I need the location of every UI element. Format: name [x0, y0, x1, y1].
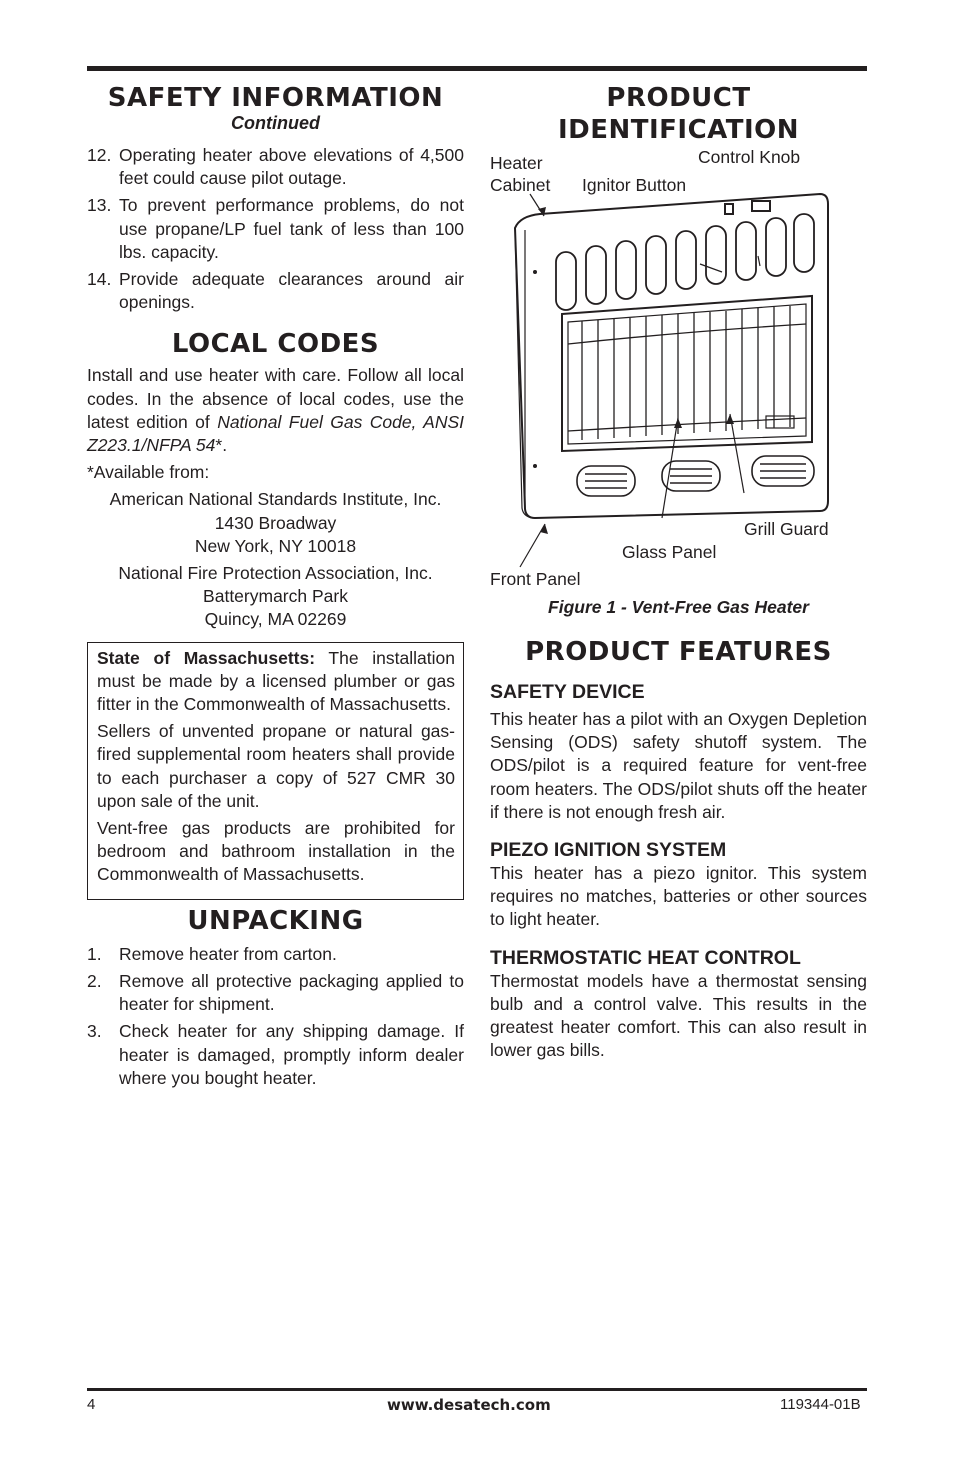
- unpacking-title: UNPACKING: [187, 905, 364, 936]
- glass-panel-label: Glass Panel: [622, 542, 717, 562]
- safety-info-title: SAFETY INFORMATION: [107, 83, 444, 113]
- list-item: 2. Remove all protective packaging applied to heater for shipment.: [87, 970, 464, 1015]
- unpacking-list: [87, 943, 464, 1090]
- heater-cabinet-label: Heater Cabinet: [490, 153, 551, 195]
- safety-device-text: This heater has a pilot with an Oxygen Depletion Sensing (ODS) safety shutoff system. The ODS/pilot is a required feature for vent-free room heaters. The ODS/pilot shuts off the heater if there is not enough fresh air.: [490, 709, 867, 822]
- massachusetts-p1: State of Massachusetts: The installation must be made by a licensed plumber or gas fitter in the Commonwealth of Massachusetts.: [97, 647, 455, 715]
- piezo-ignition-heading: PIEZO IGNITION SYSTEM: [490, 839, 727, 862]
- list-item: 13. To prevent performance problems, do not use propane/LP fuel tank of less than 100 lbs. capacity.: [87, 195, 464, 262]
- website-link[interactable]: www.desatech.com: [387, 1396, 551, 1414]
- safety-list: [87, 144, 464, 314]
- left-column: [87, 71, 464, 1094]
- ignitor-button-label: Ignitor Button: [582, 175, 687, 195]
- available-from: *Available from:: [87, 462, 210, 483]
- figure-caption: Figure 1 - Vent-Free Gas Heater: [548, 597, 809, 617]
- right-column: [490, 71, 867, 1062]
- grill-guard-label: Grill Guard: [744, 519, 829, 539]
- massachusetts-p3: Vent-free gas products are prohibited for bedroom and bathroom installation in the Commonwealth of Massachusetts.: [97, 818, 455, 885]
- local-codes-title: LOCAL CODES: [171, 329, 380, 360]
- list-item: 3. Check heater for any shipping damage. If heater is damaged, promptly inform dealer where you bought heater.: [87, 1021, 464, 1088]
- product-features-title: PRODUCT FEATURES: [525, 637, 832, 667]
- address-ansi: American National Standards Institute, Inc. 1430 Broadway New York, NY 10018: [109, 489, 442, 556]
- massachusetts-p2: Sellers of unvented propane or natural gas-fired supplemental room heaters shall provide to each purchaser a copy of 527 CMR 30 upon sale of the unit.: [97, 721, 455, 811]
- product-identification-title: PRODUCT IDENTIFICATION: [557, 83, 800, 145]
- page-number: 4: [87, 1396, 96, 1413]
- safety-device-heading: SAFETY DEVICE: [490, 681, 645, 703]
- heater-figure: [490, 146, 867, 596]
- list-item: 14. Provide adequate clearances around air openings.: [87, 269, 464, 313]
- local-codes-paragraph: Install and use heater with care. Follow all local codes. In the absence of local codes, use the latest edition of National Fuel Gas Code, ANSI Z223.1/NFPA 54*.: [87, 365, 465, 456]
- bottom-rule: [87, 1388, 867, 1391]
- list-item: 12. Operating heater above elevations of 4,500 feet could cause pilot outage.: [87, 145, 464, 189]
- thermostatic-heat-text: Thermostat models have a thermostat sensing bulb and a control valve. This results in the greatest heater comfort. This can also result in lower gas bills.: [490, 970, 867, 1061]
- front-panel-label: Front Panel: [490, 569, 581, 589]
- safety-info-subtitle: Continued: [231, 113, 320, 133]
- control-knob-label: Control Knob: [698, 147, 801, 167]
- list-item: 1. Remove heater from carton.: [87, 943, 337, 964]
- address-nfpa: National Fire Protection Association, Inc. Batterymarch Park Quincy, MA 02269: [118, 563, 433, 630]
- massachusetts-notice-box: [87, 642, 464, 900]
- document-number: 119344-01B: [780, 1396, 861, 1413]
- piezo-ignition-text: This heater has a piezo ignitor. This system requires no matches, batteries or other sources to light heater.: [490, 863, 867, 930]
- thermostatic-heat-heading: THERMOSTATIC HEAT CONTROL: [490, 946, 801, 969]
